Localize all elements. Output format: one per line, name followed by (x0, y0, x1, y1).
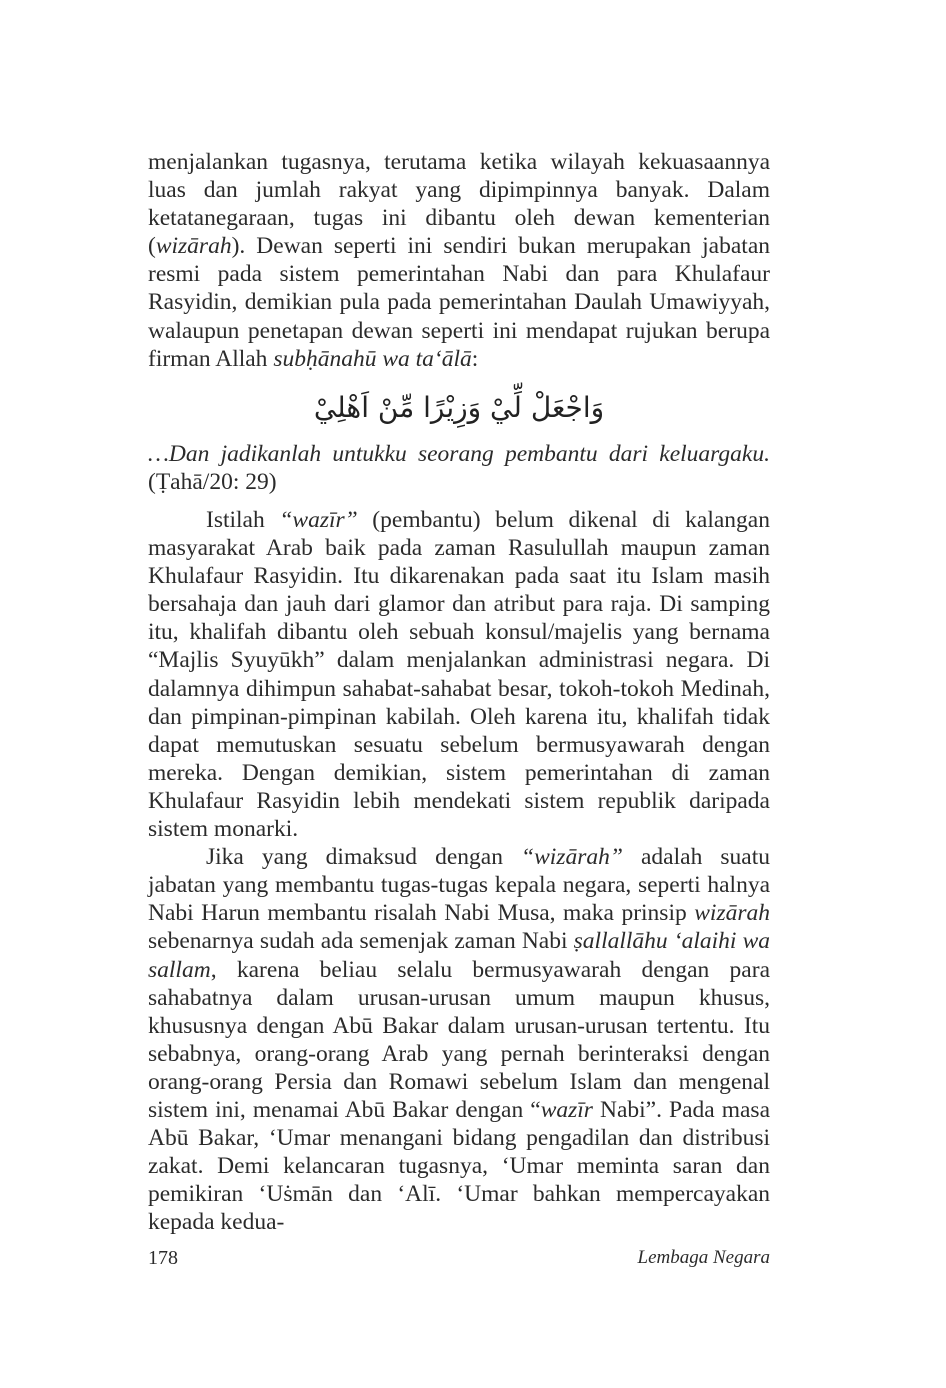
term-wizarah: wizārah (155, 233, 232, 260)
term-subhanahu: subḥānahū wa ta‘ālā (273, 345, 472, 372)
body-text (148, 506, 770, 1236)
verse-translation (148, 440, 770, 496)
paragraph-3: Jika yang dimaksud dengan “wizārah” adalah suatu jabatan yang membantu tugas-tugas kepala negara, seperti halnya Nabi Harun membantu risalah Nabi Musa, maka prinsip wizārah sebenarnya sudah ada semenjak zaman Nabi ṣallallāhu ‘alaihi wa sallam, karena beliau selalu bermusyawarah dengan para sahabatnya dalam urusan-urusan umum maupun khusus, khususnya dengan Abū Bakar dalam urusan-urusan tertentu. Itu sebabnya, orang-orang Arab yang pernah berinteraksi dengan orang-orang Persia dan Romawi sebelum Islam dan mengenal sistem ini, menamai Abū Bakar dengan “wazīr Nabi”. Pada masa Abū Bakar, ‘Umar menangani bidang pengadilan dan distribusi zakat. Demi kelancaran tugasnya, ‘Umar meminta saran dan pemikiran ‘Uṡmān dan ‘Alī. ‘Umar bahkan mempercayakan kepada kedua- (148, 844, 771, 1236)
verse-reference: (Ṭahā/20: 29) (148, 469, 277, 496)
term-wazir-2: wazīr (540, 1096, 593, 1123)
running-title: Lembaga Negara (637, 1247, 770, 1268)
term-wazir: “wazīr” (279, 507, 358, 533)
translation-text: …Dan jadikanlah untukku seorang pembantu dari keluargaku. (148, 441, 770, 467)
term-wizarah-2: wizārah (694, 900, 770, 927)
paragraph-2: Istilah “wazīr” (pembantu) belum dikenal di kalangan masyarakat Arab baik pada zaman Rasulullah maupun zaman Khulafaur Rasyidin. Itu dikarenakan pada saat itu Islam masih bersahaja dan jauh dari glamor dan atribut para raja. Di samping itu, khalifah dibantu oleh sebuah konsul/majelis yang bernama “Majlis Syuyūkh” dalam menjalankan administrasi negara. Di dalamnya dihimpun sahabat-sahabat besar, tokoh-tokoh Medinah, dan pimpinan-pimpinan kabilah. Oleh karena itu, khalifah tidak dapat memutuskan sesuatu sebelum bermusyawarah dengan mereka. Dengan demikian, sistem pemerintahan di zaman Khulafaur Rasyidin lebih mendekati sistem republik daripada sistem monarki. (148, 507, 770, 843)
page-number: 178 (148, 1247, 178, 1269)
arabic-verse: وَاجْعَلْ لِّيْ وَزِيْرًا مِّنْ اَهْلِيْ (313, 391, 605, 424)
term-wizarah-quoted: “wizārah” (521, 844, 623, 871)
term-sallallahu: ṣallallāhu ‘alaihi wa sallam (148, 928, 770, 983)
paragraph-1 (148, 148, 770, 373)
paragraph-1-text: menjalankan tugasnya, terutama ketika wilayah kekuasaannya luas dan jumlah rakyat yang dipimpinnya banyak. Dalam ketatanegaraan, tugas ini dibantu oleh dewan kementerian (wizārah). Dewan seperti ini sendiri bukan merupakan jabatan resmi pada sistem pemerintahan Nabi dan para Khulafaur Rasyidin, demikian pula pada pemerintahan Daulah Umawiyyah, walaupun penetapan dewan seperti ini mendapat rujukan berupa firman Allah subḥānahū wa ta‘ālā: (148, 149, 770, 372)
